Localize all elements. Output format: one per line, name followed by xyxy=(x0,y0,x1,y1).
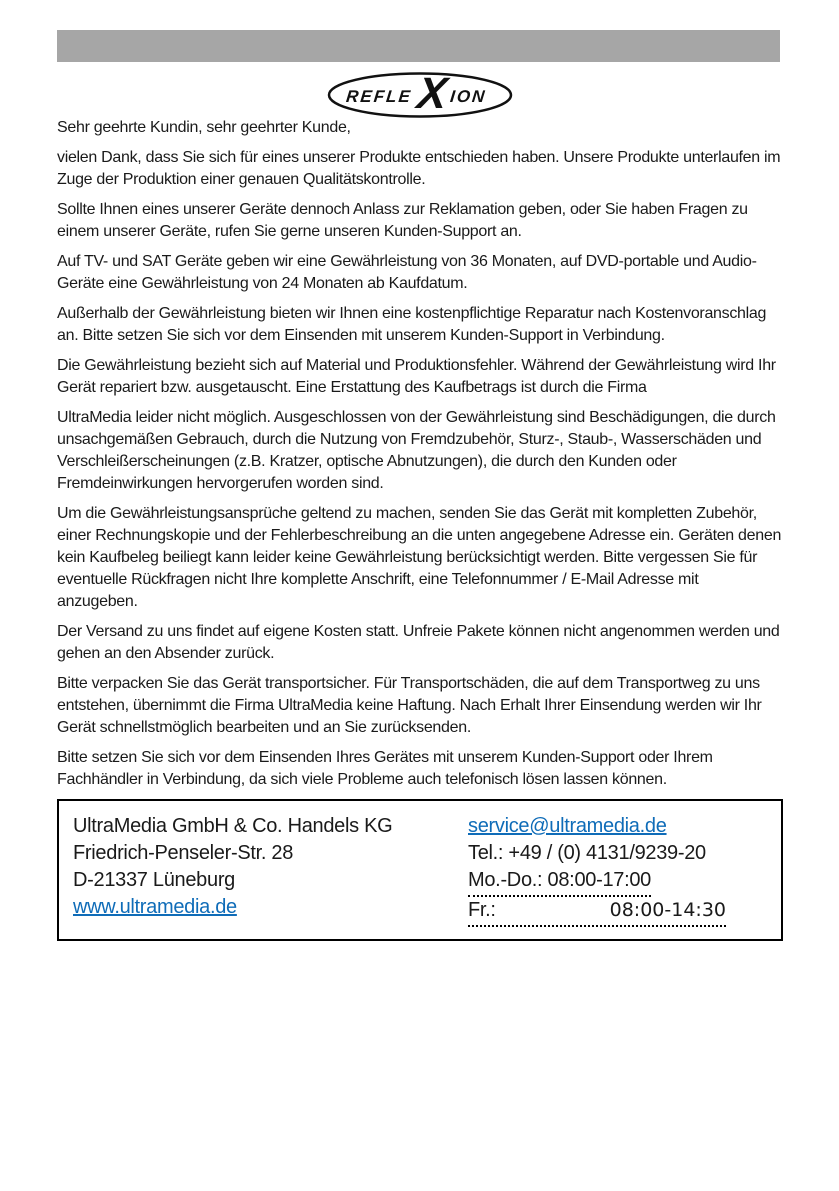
paragraph-exclusions: UltraMedia leider nicht möglich. Ausgeschlossen von der Gewährleistung sind Beschädigungen, die durch unsachgemäßen Gebrauch, durch die Nutzung von Fremdzubehör, Sturz-, Staub-, Wasserschäden und Verschleißerscheinungen (z.B. Kratzer, optische Abnutzungen), die durch den Kunden oder Fremdeinwirkungen hervorgerufen worden sind. xyxy=(57,409,776,492)
hours-mon-thu: Mo.-Do.: 08:00-17:00 xyxy=(468,867,651,897)
paragraph-support-advice: Bitte setzen Sie sich vor dem Einsenden Ihres Gerätes mit unserem Kunden-Support oder Ihrem Fachhändler in Verbindung, da sich viele Probleme auch telefonisch lösen lassen können. xyxy=(57,749,713,788)
hours-friday xyxy=(468,897,726,927)
paragraph-greeting: Sehr geehrte Kundin, sehr geehrter Kunde, xyxy=(57,119,351,136)
paragraph-warranty-scope: Die Gewährleistung bezieht sich auf Material und Produktionsfehler. Während der Gewährleistung wird Ihr Gerät repariert bzw. ausgetauscht. Eine Erstattung des Kaufbetrags ist durch die Firma xyxy=(57,357,776,396)
hours-friday-label: Fr.: xyxy=(468,899,496,921)
paragraph-thanks: vielen Dank, dass Sie sich für eines unserer Produkte entschieden haben. Unsere Produkte unterlaufen im Zuge der Produktion einer genauen Qualitätskontrolle. xyxy=(57,149,781,188)
logo-text-left: REFLE xyxy=(344,87,413,106)
company-name: UltraMedia GmbH & Co. Handels KG xyxy=(73,815,393,837)
phone-number: Tel.: +49 / (0) 4131/9239-20 xyxy=(468,842,706,864)
paragraph-reklamation: Sollte Ihnen eines unserer Geräte dennoch Anlass zur Reklamation geben, oder Sie haben Fragen zu einem unserer Geräte, rufen Sie gerne unseren Kunden-Support an. xyxy=(57,201,748,240)
paragraph-warranty-duration: Auf TV- und SAT Geräte geben wir eine Gewährleistung von 36 Monaten, auf DVD-portable und Audio-Geräte eine Gewährleistung von 24 Monaten ab Kaufdatum. xyxy=(57,253,757,292)
header-gray-bar xyxy=(57,30,780,62)
contact-box xyxy=(57,799,783,941)
paragraph-out-of-warranty: Außerhalb der Gewährleistung bieten wir Ihnen eine kostenpflichtige Reparatur nach Kostenvoranschlag an. Bitte setzen Sie sich vor dem Einsenden mit unserem Kunden-Support in Verbindung. xyxy=(57,305,767,344)
email-link[interactable]: service@ultramedia.de xyxy=(468,815,667,837)
paragraph-shipping-costs: Der Versand zu uns findet auf eigene Kosten statt. Unfreie Pakete können nicht angenommen werden und gehen an den Absender zurück. xyxy=(57,623,780,662)
paragraph-packaging: Bitte verpacken Sie das Gerät transportsicher. Für Transportschäden, die auf dem Transportweg zu uns entstehen, übernimmt die Firma UltraMedia keine Haftung. Nach Erhalt Ihrer Einsendung werden wir Ihr Gerät schnellstmöglich bearbeiten und an Sie zurücksenden. xyxy=(57,675,762,736)
street-address: Friedrich-Penseler-Str. 28 xyxy=(73,842,294,864)
logo-text-x: X xyxy=(414,70,449,118)
reflexion-logo-icon xyxy=(325,70,515,120)
body-text xyxy=(57,117,783,941)
paragraph-claim-procedure: Um die Gewährleistungsansprüche geltend zu machen, senden Sie das Gerät mit kompletten Zubehör, einer Rechnungskopie und der Fehlerbeschreibung an die unten angegebene Adresse ein. Geräten denen kein Kaufbeleg beiliegt kann leider keine Gewährleistung berücksichtigt werden. Bitte vergessen Sie für eventuelle Rückfragen nicht Ihre komplette Anschrift, eine Telefonnummer / E-Mail Adresse mit anzugeben. xyxy=(57,505,782,610)
website-link[interactable]: www.ultramedia.de xyxy=(73,896,237,918)
hours-friday-time: 08:00-14:30 xyxy=(609,899,726,921)
contact-support-column xyxy=(468,813,767,927)
logo-text-right: ION xyxy=(448,87,487,106)
city: D-21337 Lüneburg xyxy=(73,869,235,891)
contact-address-column xyxy=(73,813,468,927)
